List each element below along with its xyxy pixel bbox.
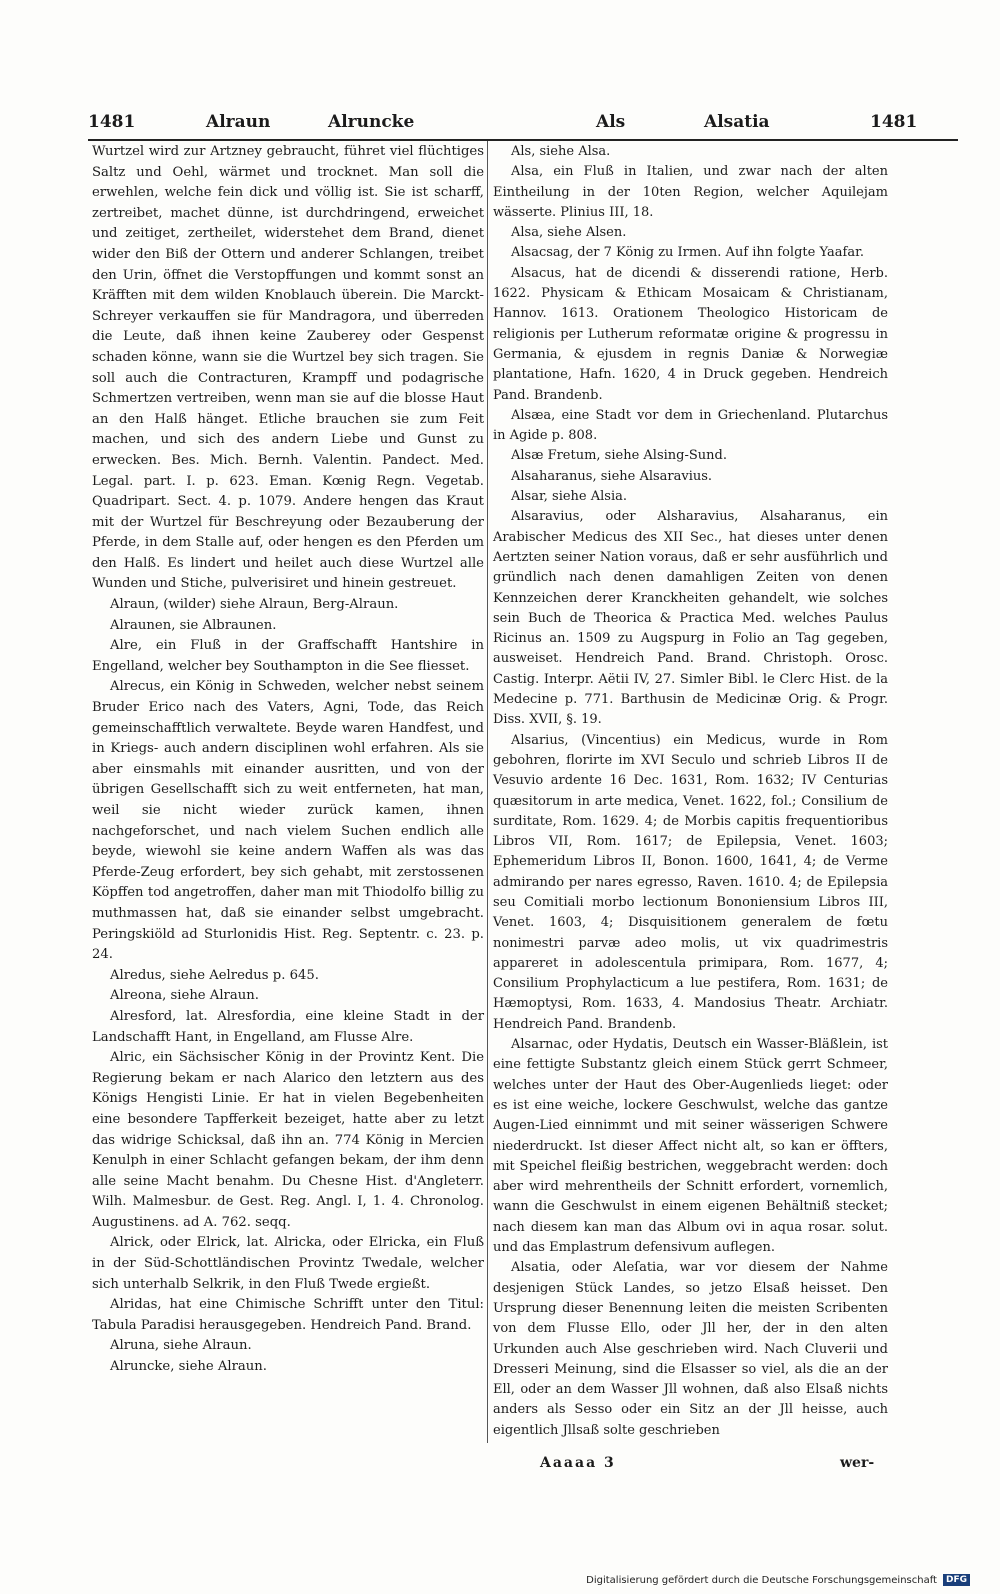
right-column [493, 142, 888, 1441]
dictionary-entry: Alsæ Fretum, siehe Alsing-Sund. [511, 448, 727, 464]
running-header [88, 112, 958, 138]
dictionary-entry: Alsarius, (Vincentius) ein Medicus, wurde in Rom gebohren, florirte im XVI Seculo und schrieb Libros II de Vesuvio ardente 16 Dec. 1631, Rom. 1632; IV Centurias quæsitorum in arte medica, Venet. 1622, fol.; Consilium de surditate, Rom. 1629. 4; de Morbis capitis frequentioribus Libros VII, Rom. 1617; de Epilepsia, Venet. 1603; Ephemeridum Libros II, Bonon. 1600, 1641, 4; de Verme admirando per nares egresso, Raven. 1610. 4; de Epilepsia seu Comitiali morbo lectionum Bononiensium Libros III, Venet. 1603, 4; Disquisitionem generalem de fœtu nonimestri parvæ adeo molis, ut vix quadrimestris appareret in adolescentula primipara, Rom. 1677, 4; Consilium Prophylacticum a lue pestifera, Rom. 1631; de Hæmoptysi, Rom. 1633, 4. Mandosius Theatr. Archiatr. Hendreich Pand. Brandenb. [493, 732, 888, 1032]
dictionary-entry: Alric, ein Sächsischer König in der Provintz Kent. Die Regierung bekam er nach Alarico den letztern aus des Königs Hengisti Linie. Er hat in vielen Begebenheiten eine besondere Tapfferkeit bezeiget, hatte aber zu letzt das widrige Schicksal, daß ihn an. 774 König in Mercien Kenulph in einer Schlacht gefangen bekam, der ihm denn alle seine Macht benahm. Du Chesne Hist. d'Angleterr. Wilh. Malmesbur. de Gest. Reg. Angl. I, 1. 4. Chronolog. Augustinens. ad A. 762. seqq. [92, 1050, 484, 1230]
dictionary-entry: Alsatia, oder Aleſatia, war vor diesem der Nahme desjenigen Stück Landes, so jetzo Elsaß heisset. Den Ursprung dieser Benennung leiten die meisten Scribenten von dem Flusse Ello, oder Jll her, der in den alten Urkunden auch Alse geschrieben wird. Nach Cluverii und Dresseri Meinung, sind die Elsasser so viel, als die an der Ell, oder an dem Wasser Jll wohnen, daß also Elsaß nichts anders als Sesso oder ein Sitz an der Jll heisse, auch eigentlich Jllsaß solte geschrieben [493, 1260, 888, 1438]
catchword: wer- [840, 1455, 875, 1471]
dictionary-entry: Alsacsag, der 7 König zu Irmen. Auf ihn folgte Yaafar. [511, 245, 865, 261]
footer-text: Digitalisierung gefördert durch die Deutsche Forschungsgemeinschaft [586, 1574, 937, 1586]
dictionary-entry: Wurtzel wird zur Artzney gebraucht, führet viel flüchtiges Saltz und Oehl, wärmet und trocknet. Man soll die erwehlen, welche fein dick und völlig ist. Sie ist scharff, zertreibet, machet dünne, ist durchdringend, erweichet und zeitiget, zertheilet, widerstehet dem Brand, dienet wider den Biß der Ottern und anderer Schlangen, treibet den Urin, öffnet die Verstopffungen und kommt sonst an Kräfften mit dem wilden Knoblauch überein. Die Marckt-Schreyer verkauffen sie für Mandragora, und überreden die Leute, daß ihnen keine Zauberey oder Gespenst schaden könne, wann sie die Wurtzel bey sich tragen. Sie soll auch die Contracturen, Krampff und podagrische Schmertzen vertreiben, wenn man sie auf die blosse Haut an den Halß hänget. Etliche brauchen sie zum Feit machen, und sich des andern Liebe und Gunst zu erwecken. Bes. Mich. Bernh. Valentin. Pandect. Med. Legal. part. I. p. 623. Eman. Kœnig Regn. Vegetab. Quadripart. Sect. 4. p. 1079. Andere hengen das Kraut mit der Wurtzel für Beschreyung oder Bezauberung der Pferde, in dem Stalle auf, oder hengen es den Pferden um den Halß. Es lindert und heilet auch diese Wurtzel alle Wunden und Stiche, pulverisiret und hinein gestreuet. [92, 144, 484, 592]
dictionary-entry: Alruna, siehe Alraun. [110, 1338, 252, 1354]
dictionary-entry: Alruncke, siehe Alraun. [110, 1359, 267, 1375]
dictionary-entry: Alsacus, hat de dicendi & disserendi ratione, Herb. 1622. Physicam & Ethicam Mosaicam & Christianam, Hannov. 1613. Orationem Theologico Historicam de religionis per Lutherum reformatæ origine & progressu in Germania, & ejusdem in regnis Daniæ & Norwegiæ plantatione, Hafn. 1620, 4 in Druck gegeben. Hendreich Pand. Brandenb. [493, 265, 888, 403]
dictionary-entry: Alraun, (wilder) siehe Alraun, Berg-Alraun. [110, 597, 399, 613]
dictionary-entry: Alre, ein Fluß in der Graffschafft Hantshire in Engelland, welcher bey Southampton in die See fliesset. [92, 638, 484, 674]
left-running-head-2: Alruncke [328, 112, 415, 132]
header-rule [88, 139, 958, 141]
dictionary-entry: Alridas, hat eine Chimische Schrifft unter den Titul: Tabula Paradisi herausgegeben. Hendreich Pand. Brand. [92, 1297, 484, 1333]
right-running-head-2: Alsatia [704, 112, 770, 132]
left-page-number: 1481 [88, 112, 136, 132]
dictionary-entry: Alrick, oder Elrick, lat. Alricka, oder Elricka, ein Fluß in der Süd-Schottländischen Provintz Twedale, welcher sich unterhalb Selkrik, in den Fluß Twede ergießt. [92, 1235, 484, 1292]
column-separator [487, 141, 488, 1443]
dictionary-entry: Alsarnac, oder Hydatis, Deutsch ein Wasser-Bläßlein, ist eine fettigte Substantz gleich einem Stück gerrt Schmeer, welches unter der Haut des Ober-Augenlieds lieget: oder es ist eine weiche, lockere Geschwulst, welche das gantze Augen-Lied einnimmt und mit seiner wässerigen Schwere niederdruckt. Ist dieser Affect nicht alt, so kan er öffters, mit Speichel fleißig bestrichen, weggebracht werden: doch aber wird mehrentheils der Schnitt erfordert, vornemlich, wann die Geschwulst in einem eigenen Behältniß stecket; nach diesem kan man das Album ovi in aqua rosar. solut. und das Emplastrum defensivum auflegen. [493, 1037, 888, 1256]
dictionary-entry: Alsa, siehe Alsen. [511, 225, 627, 241]
dictionary-entry: Alrecus, ein König in Schweden, welcher nebst seinem Bruder Erico nach des Vaters, Agni, Tode, das Reich gemeinschafftlich verwaltete. Beyde waren Handfest, und in Kriegs- auch andern disciplinen wohl erfahren. Als sie aber einsmahls mit einander ausritten, und von der übrigen Gesellschafft sich zu weit entferneten, hat man, weil sie nicht wieder zurück kamen, ihnen nachgeforschet, und nach vielem Suchen endlich alle beyde, wiewohl sie keine andern Waffen als was das Pferde-Zeug erfordert, bey sich gehabt, mit zerstossenen Köpffen tod angetroffen, daher man mit Thiodolfo billig zu muthmassen hat, daß sie einander selbst umgebracht. Peringskiöld ad Sturlonidis Hist. Reg. Septentr. c. 23. p. 24. [92, 679, 484, 963]
dictionary-entry: Alredus, siehe Aelredus p. 645. [110, 967, 319, 983]
left-column [92, 142, 484, 1378]
dictionary-entry: Alsar, siehe Alsia. [511, 489, 627, 505]
dictionary-entry: Alsæa, eine Stadt vor dem in Griechenland. Plutarchus in Agide p. 808. [493, 407, 888, 444]
digitization-footer [586, 1574, 970, 1586]
signature-mark: Aaaaa 3 [540, 1455, 616, 1471]
dfg-logo: DFG [943, 1574, 970, 1586]
dictionary-entry: Alreona, siehe Alraun. [110, 988, 259, 1004]
dictionary-entry: Alsa, ein Fluß in Italien, und zwar nach der alten Eintheilung in der 10ten Region, welcher Aquilejam wässerte. Plinius III, 18. [493, 164, 888, 220]
dictionary-entry: Alsaharanus, siehe Alsaravius. [511, 468, 713, 484]
dictionary-entry: Als, siehe Alsa. [511, 144, 611, 159]
right-running-head: Als [596, 112, 626, 132]
right-page-number: 1481 [870, 112, 918, 132]
dictionary-entry: Alraunen, sie Albraunen. [110, 617, 277, 633]
left-running-head: Alraun [206, 112, 271, 132]
dictionary-entry: Alsaravius, oder Alsharavius, Alsaharanus, ein Arabischer Medicus des XII Sec., hat dieses unter denen Aertzten seiner Nation voraus, daß er sehr ausführlich und gründlich nach denen damahligen Zeiten von denen Kennzeichen derer Kranckheiten gehandelt, wie solches sein Buch de Theorica & Practica Med. welches Paulus Ricinus an. 1509 zu Augspurg in Folio an Tag gegeben, ausweiset. Hendreich Pand. Brand. Christoph. Orosc. Castig. Interpr. Aëtii IV, 27. Simler Bibl. le Clerc Hist. de la Medecine p. 771. Barthusin de Medicinæ Orig. & Progr. Diss. XVII, §. 19. [493, 509, 888, 728]
dictionary-entry: Alresford, lat. Alresfordia, eine kleine Stadt in der Landschafft Hant, in Engelland, am Flusse Alre. [92, 1008, 484, 1045]
